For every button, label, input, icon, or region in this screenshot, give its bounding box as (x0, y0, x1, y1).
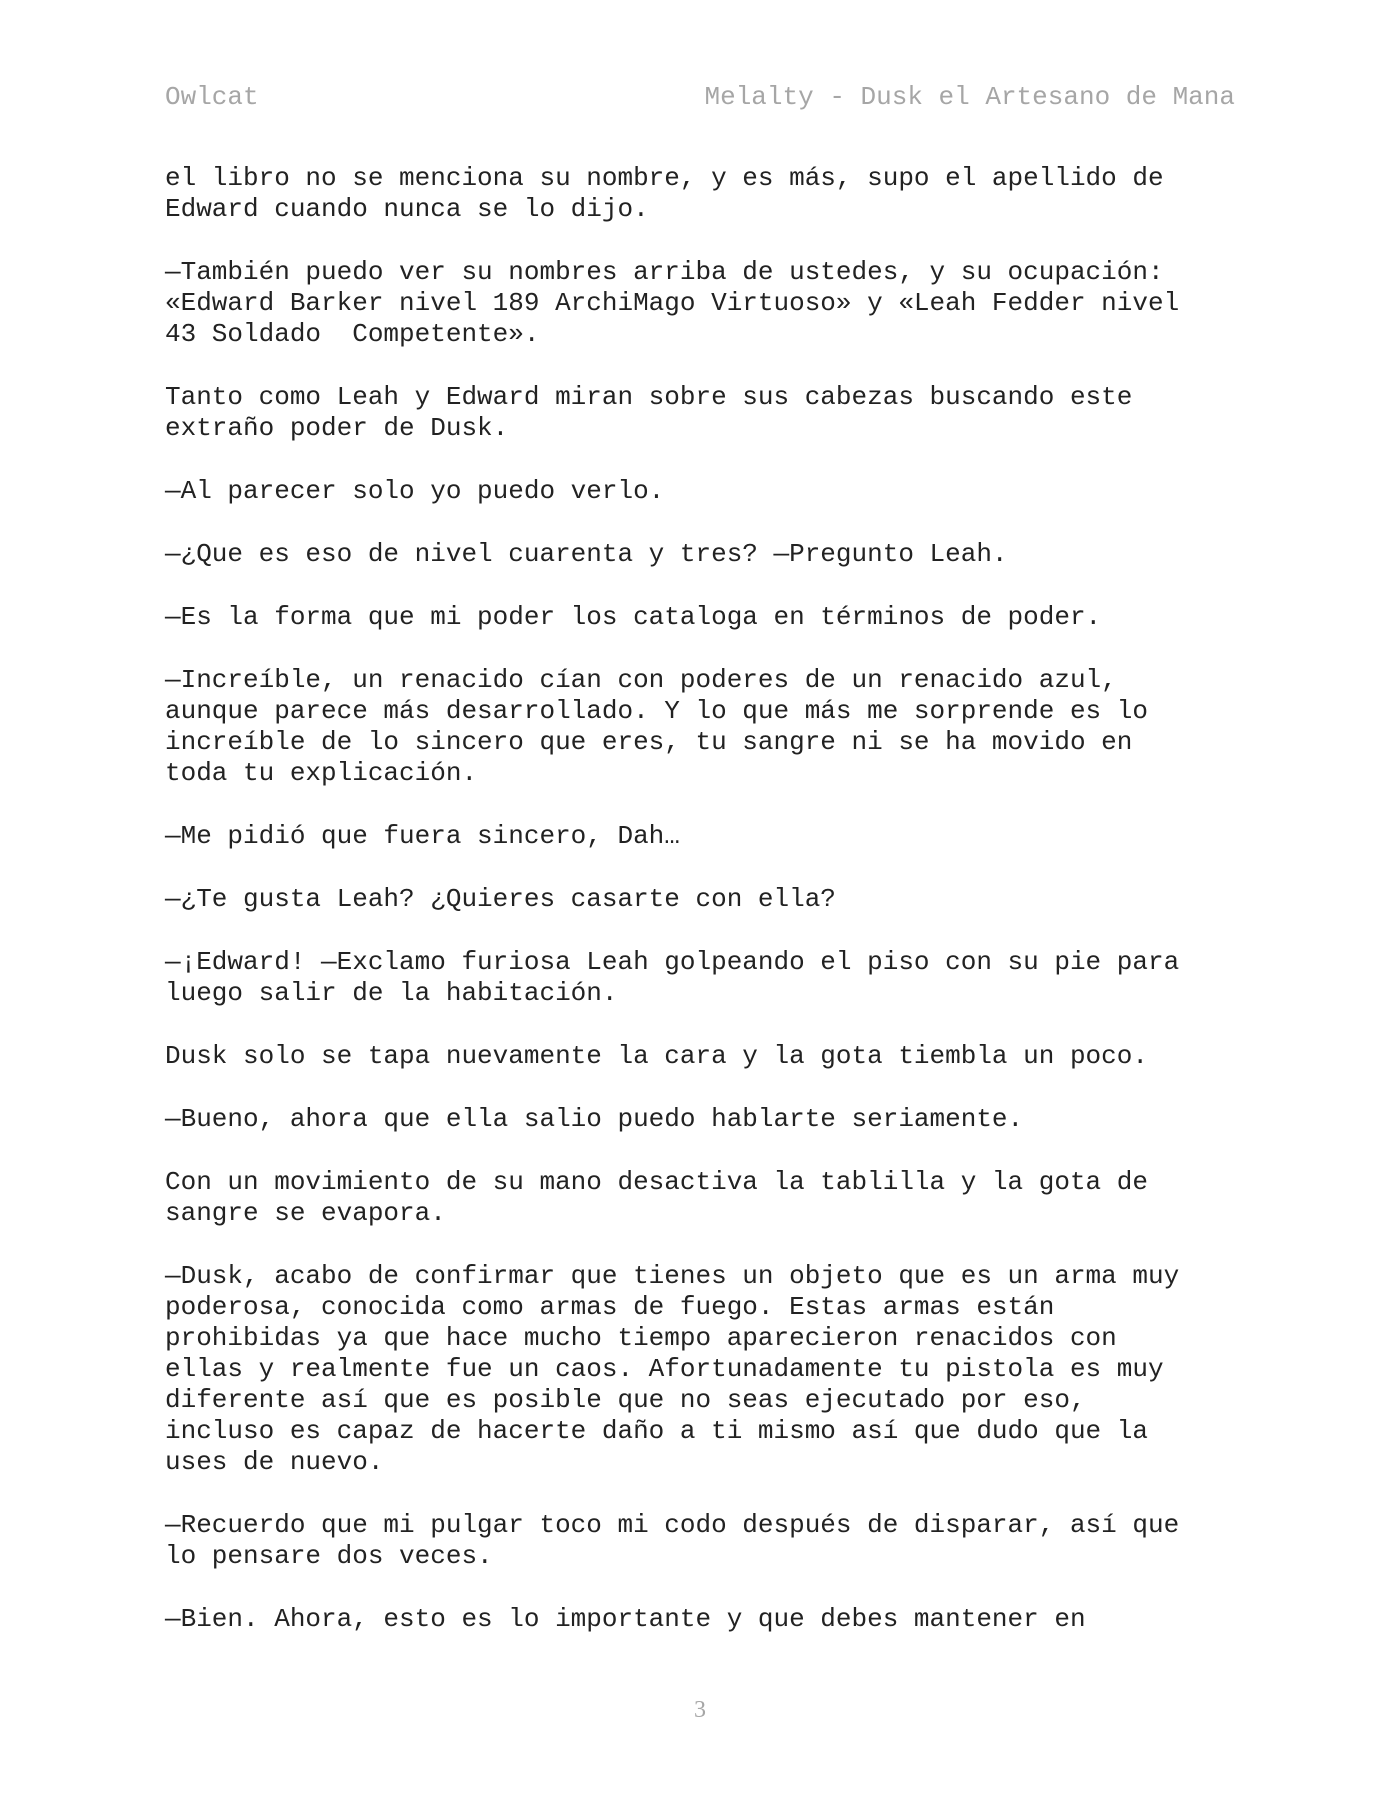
paragraph (165, 1510, 1245, 1572)
document-body (165, 163, 1245, 1667)
header-author: Owlcat (165, 82, 259, 112)
text-line: —Recuerdo que mi pulgar toco mi codo después de disparar, así que (165, 1510, 1180, 1540)
text-line: Con un movimiento de su mano desactiva la tablilla y la gota de (165, 1167, 1148, 1197)
text-line: Tanto como Leah y Edward miran sobre sus cabezas buscando este (165, 382, 1133, 412)
header-title: Melalty - Dusk el Artesano de Mana (704, 82, 1235, 112)
text-line: lo pensare dos veces. (165, 1541, 493, 1571)
text-line: poderosa, conocida como armas de fuego. Estas armas están (165, 1292, 1055, 1322)
paragraph (165, 884, 1245, 915)
text-line: —Es la forma que mi poder los cataloga en términos de poder. (165, 602, 1102, 632)
text-line: toda tu explicación. (165, 758, 478, 788)
text-line: ellas y realmente fue un caos. Afortunadamente tu pistola es muy (165, 1354, 1164, 1384)
text-line: —Bien. Ahora, esto es lo importante y que debes mantener en (165, 1604, 1086, 1634)
text-line: —¡Edward! —Exclamo furiosa Leah golpeando el piso con su pie para (165, 947, 1180, 977)
text-line: aunque parece más desarrollado. Y lo que más me sorprende es lo (165, 696, 1148, 726)
text-line: Dusk solo se tapa nuevamente la cara y la gota tiembla un poco. (165, 1041, 1148, 1071)
text-line: Edward cuando nunca se lo dijo. (165, 194, 649, 224)
text-line: increíble de lo sincero que eres, tu sangre ni se ha movido en (165, 727, 1133, 757)
paragraph (165, 539, 1245, 570)
paragraph (165, 1104, 1245, 1135)
text-line: luego salir de la habitación. (165, 978, 618, 1008)
text-line: —Dusk, acabo de confirmar que tienes un objeto que es un arma muy (165, 1261, 1180, 1291)
text-line: uses de nuevo. (165, 1447, 384, 1477)
paragraph (165, 947, 1245, 1009)
text-line: incluso es capaz de hacerte daño a ti mismo así que dudo que la (165, 1416, 1148, 1446)
text-line: el libro no se menciona su nombre, y es más, supo el apellido de (165, 163, 1164, 193)
text-line: —Al parecer solo yo puedo verlo. (165, 476, 665, 506)
paragraph (165, 257, 1245, 350)
paragraph (165, 821, 1245, 852)
page-number: 3 (694, 1697, 706, 1723)
text-line: —También puedo ver su nombres arriba de ustedes, y su ocupación: (165, 257, 1164, 287)
text-line: —Bueno, ahora que ella salio puedo hablarte seriamente. (165, 1104, 1024, 1134)
paragraph (165, 665, 1245, 789)
text-line: «Edward Barker nivel 189 ArchiMago Virtuoso» y «Leah Fedder nivel (165, 288, 1180, 318)
text-line: 43 Soldado Competente». (165, 319, 540, 349)
text-line: —Me pidió que fuera sincero, Dah… (165, 821, 680, 851)
text-line: diferente así que es posible que no seas ejecutado por eso, (165, 1385, 1086, 1415)
text-line: —¿Que es eso de nivel cuarenta y tres? —Pregunto Leah. (165, 539, 1008, 569)
text-line: sangre se evapora. (165, 1198, 446, 1228)
paragraph (165, 163, 1245, 225)
paragraph (165, 476, 1245, 507)
text-line: prohibidas ya que hace mucho tiempo aparecieron renacidos con (165, 1323, 1117, 1353)
paragraph (165, 1604, 1245, 1635)
paragraph (165, 1261, 1245, 1478)
text-line: extraño poder de Dusk. (165, 413, 509, 443)
paragraph (165, 382, 1245, 444)
paragraph (165, 1167, 1245, 1229)
paragraph (165, 1041, 1245, 1072)
text-line: —¿Te gusta Leah? ¿Quieres casarte con ella? (165, 884, 836, 914)
page-header (165, 82, 1235, 118)
paragraph (165, 602, 1245, 633)
text-line: —Increíble, un renacido cían con poderes de un renacido azul, (165, 665, 1117, 695)
